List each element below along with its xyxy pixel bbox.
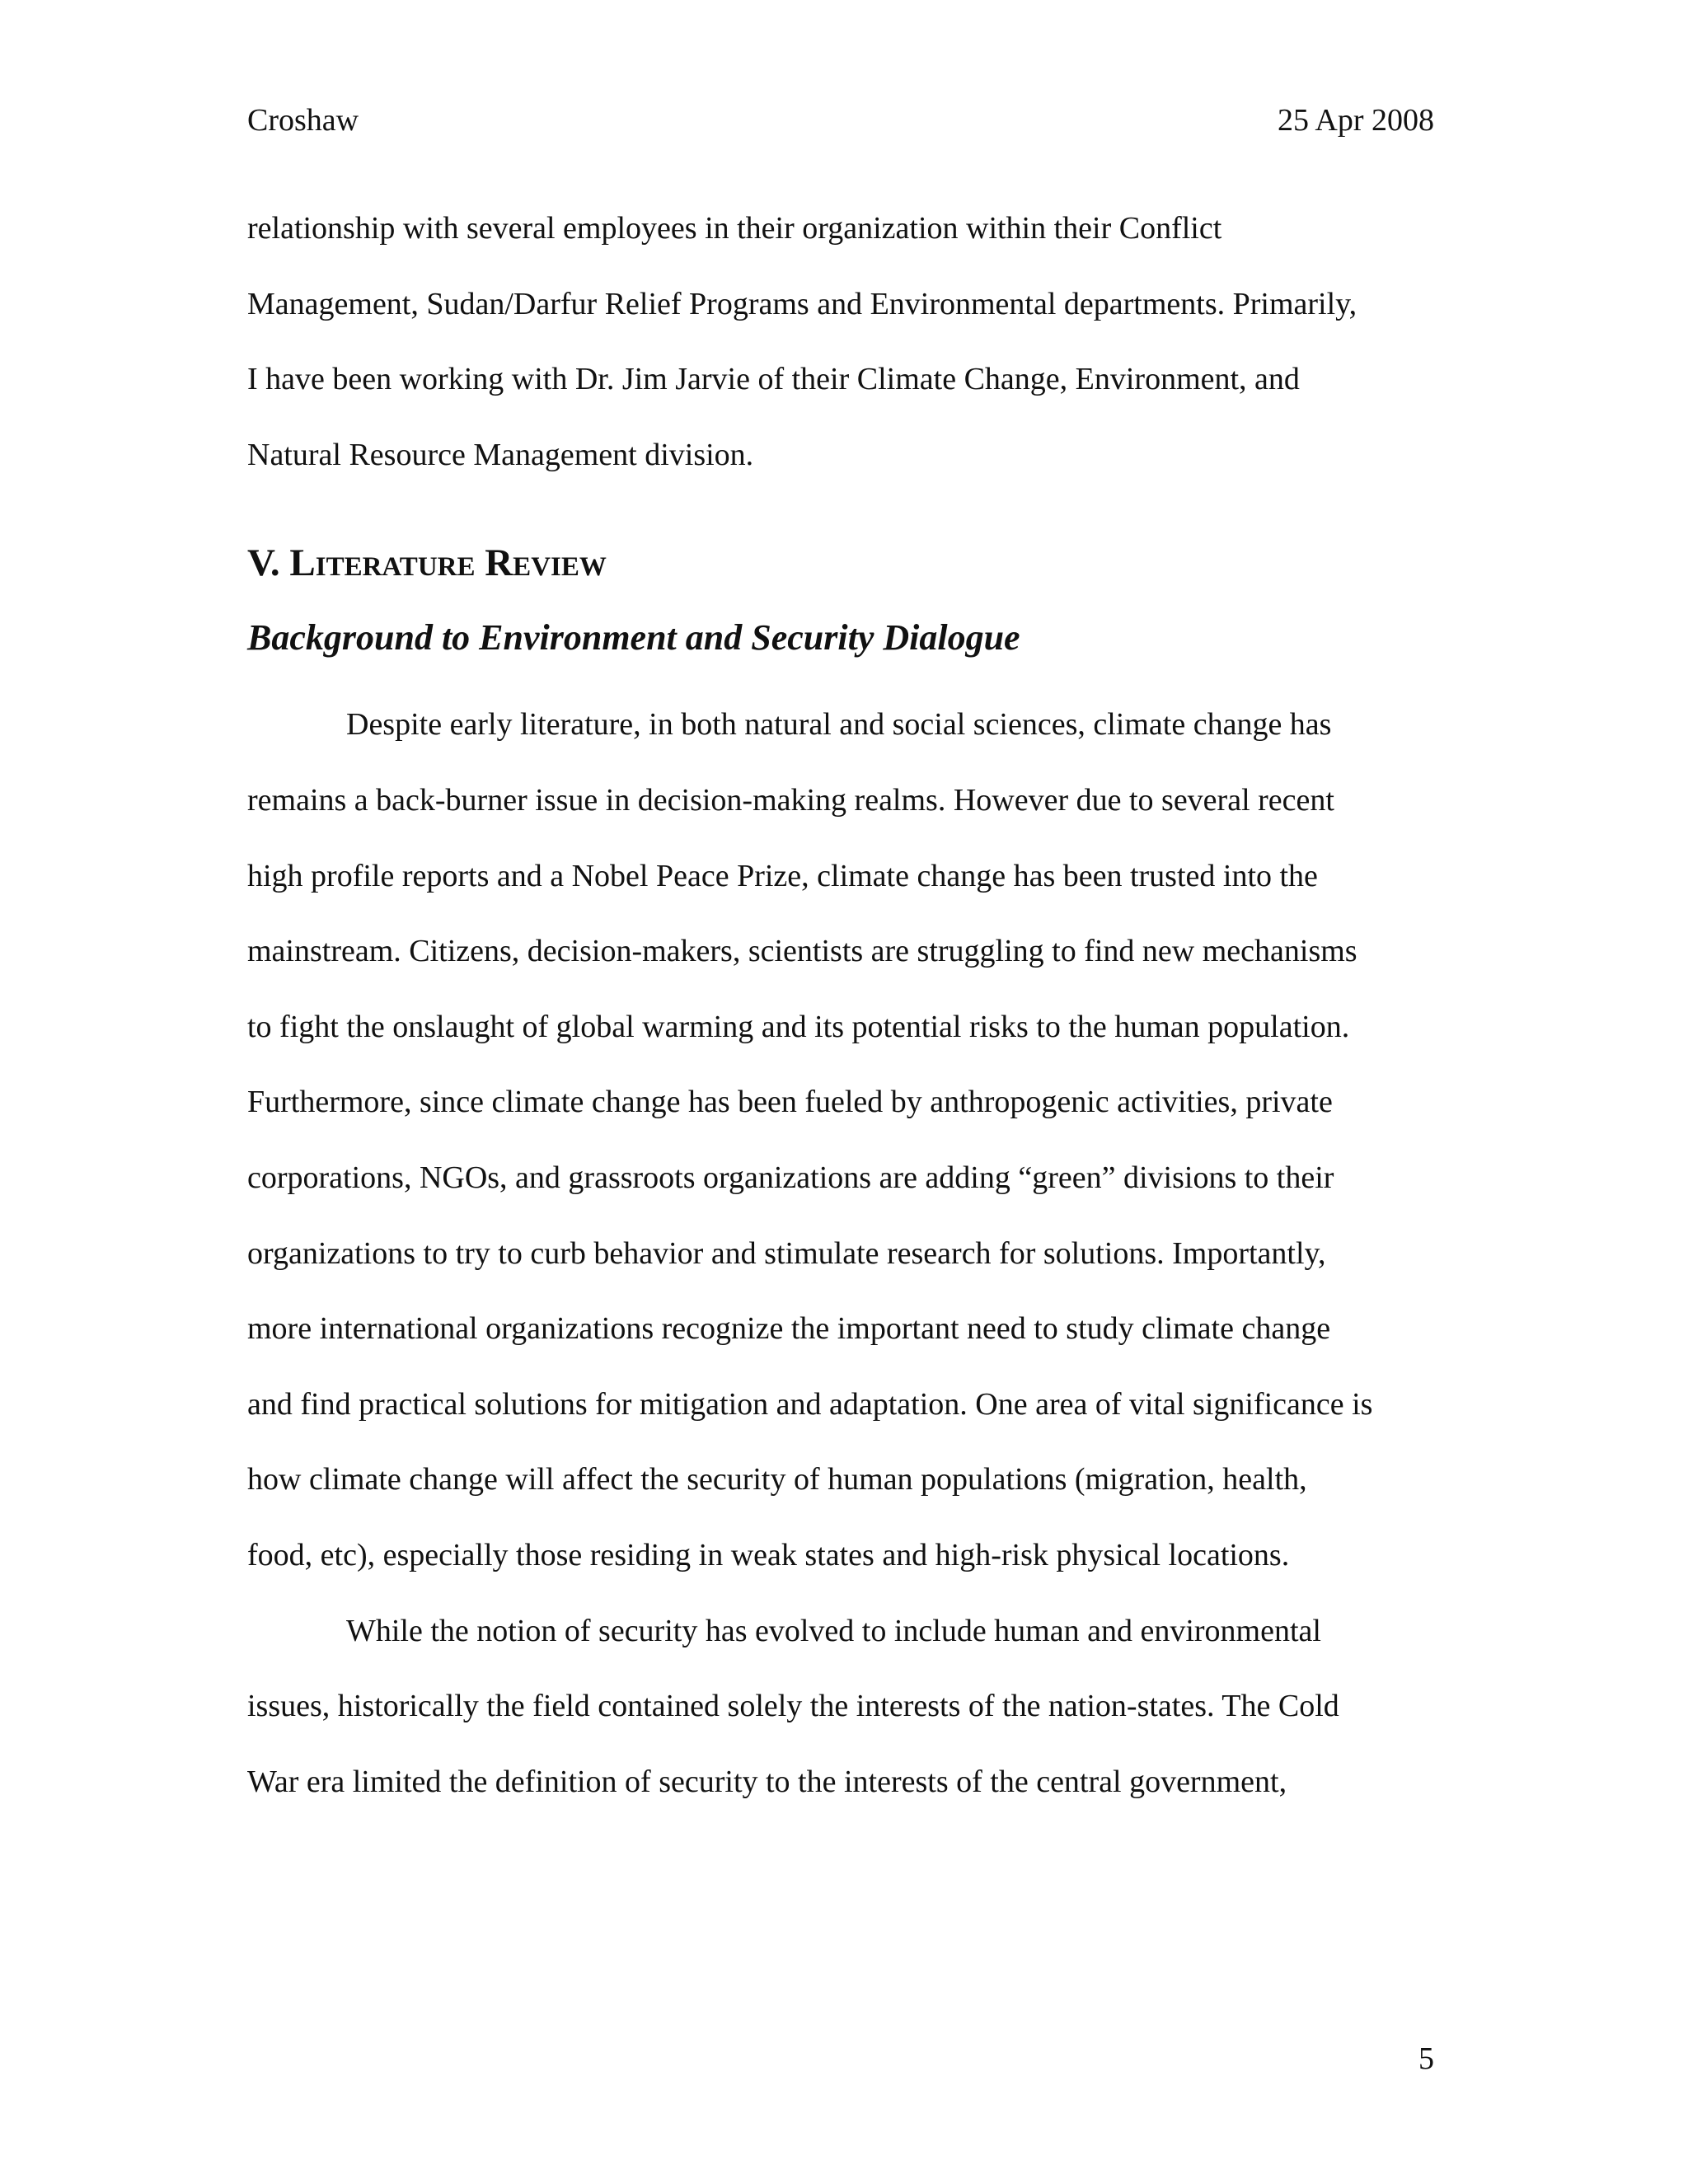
- text-line: Furthermore, since climate change has been fueled by anthropogenic activities, private: [247, 1085, 1333, 1120]
- running-header: [247, 97, 1434, 143]
- text-line: high profile reports and a Nobel Peace Prize, climate change has been trusted into the: [247, 858, 1318, 893]
- header-author: Croshaw: [247, 103, 359, 138]
- text-line: to fight the onslaught of global warming and its potential risks to the human population.: [247, 1009, 1350, 1044]
- text-line: organizations to try to curb behavior and stimulate research for solutions. Importantly,: [247, 1235, 1326, 1271]
- text-line: corporations, NGOs, and grassroots organizations are adding “green” divisions to their: [247, 1160, 1334, 1195]
- body-paragraph-2: [247, 1594, 1434, 1821]
- text-line: food, etc), especially those residing in weak states and high-risk physical locations.: [247, 1537, 1290, 1572]
- text-line: more international organizations recognize the important need to study climate change: [247, 1311, 1331, 1347]
- text-line: Despite early literature, in both natural and social sciences, climate change has: [346, 707, 1332, 743]
- text-line: relationship with several employees in their organization within their Conflict: [247, 211, 1222, 246]
- text-line: While the notion of security has evolved to include human and environmental: [346, 1613, 1321, 1648]
- text-line: how climate change will affect the security of human populations (migration, health,: [247, 1462, 1307, 1497]
- section-heading: V. Literature Review: [247, 541, 607, 585]
- text-line: mainstream. Citizens, decision-makers, scientists are struggling to find new mechanisms: [247, 934, 1357, 969]
- page-number: 5: [1418, 2041, 1434, 2076]
- text-line: and find practical solutions for mitigation and adaptation. One area of vital significance is: [247, 1386, 1373, 1422]
- text-line: Management, Sudan/Darfur Relief Programs and Environmental departments. Primarily,: [247, 286, 1357, 321]
- text-line: Natural Resource Management division.: [247, 437, 754, 472]
- text-line: I have been working with Dr. Jim Jarvie of their Climate Change, Environment, and: [247, 362, 1300, 397]
- body-paragraph-1: [247, 687, 1434, 1593]
- text-line: issues, historically the field contained solely the interests of the nation-states. The Cold: [247, 1689, 1339, 1724]
- text-line: remains a back-burner issue in decision-making realms. However due to several recent: [247, 782, 1334, 818]
- header-date: 25 Apr 2008: [1278, 103, 1434, 138]
- intro-paragraph: [247, 191, 1434, 493]
- page-content: [247, 191, 1434, 1820]
- text-line: War era limited the definition of security to the interests of the central government,: [247, 1764, 1287, 1799]
- section-subheading: Background to Environment and Security Dialogue: [247, 617, 1020, 658]
